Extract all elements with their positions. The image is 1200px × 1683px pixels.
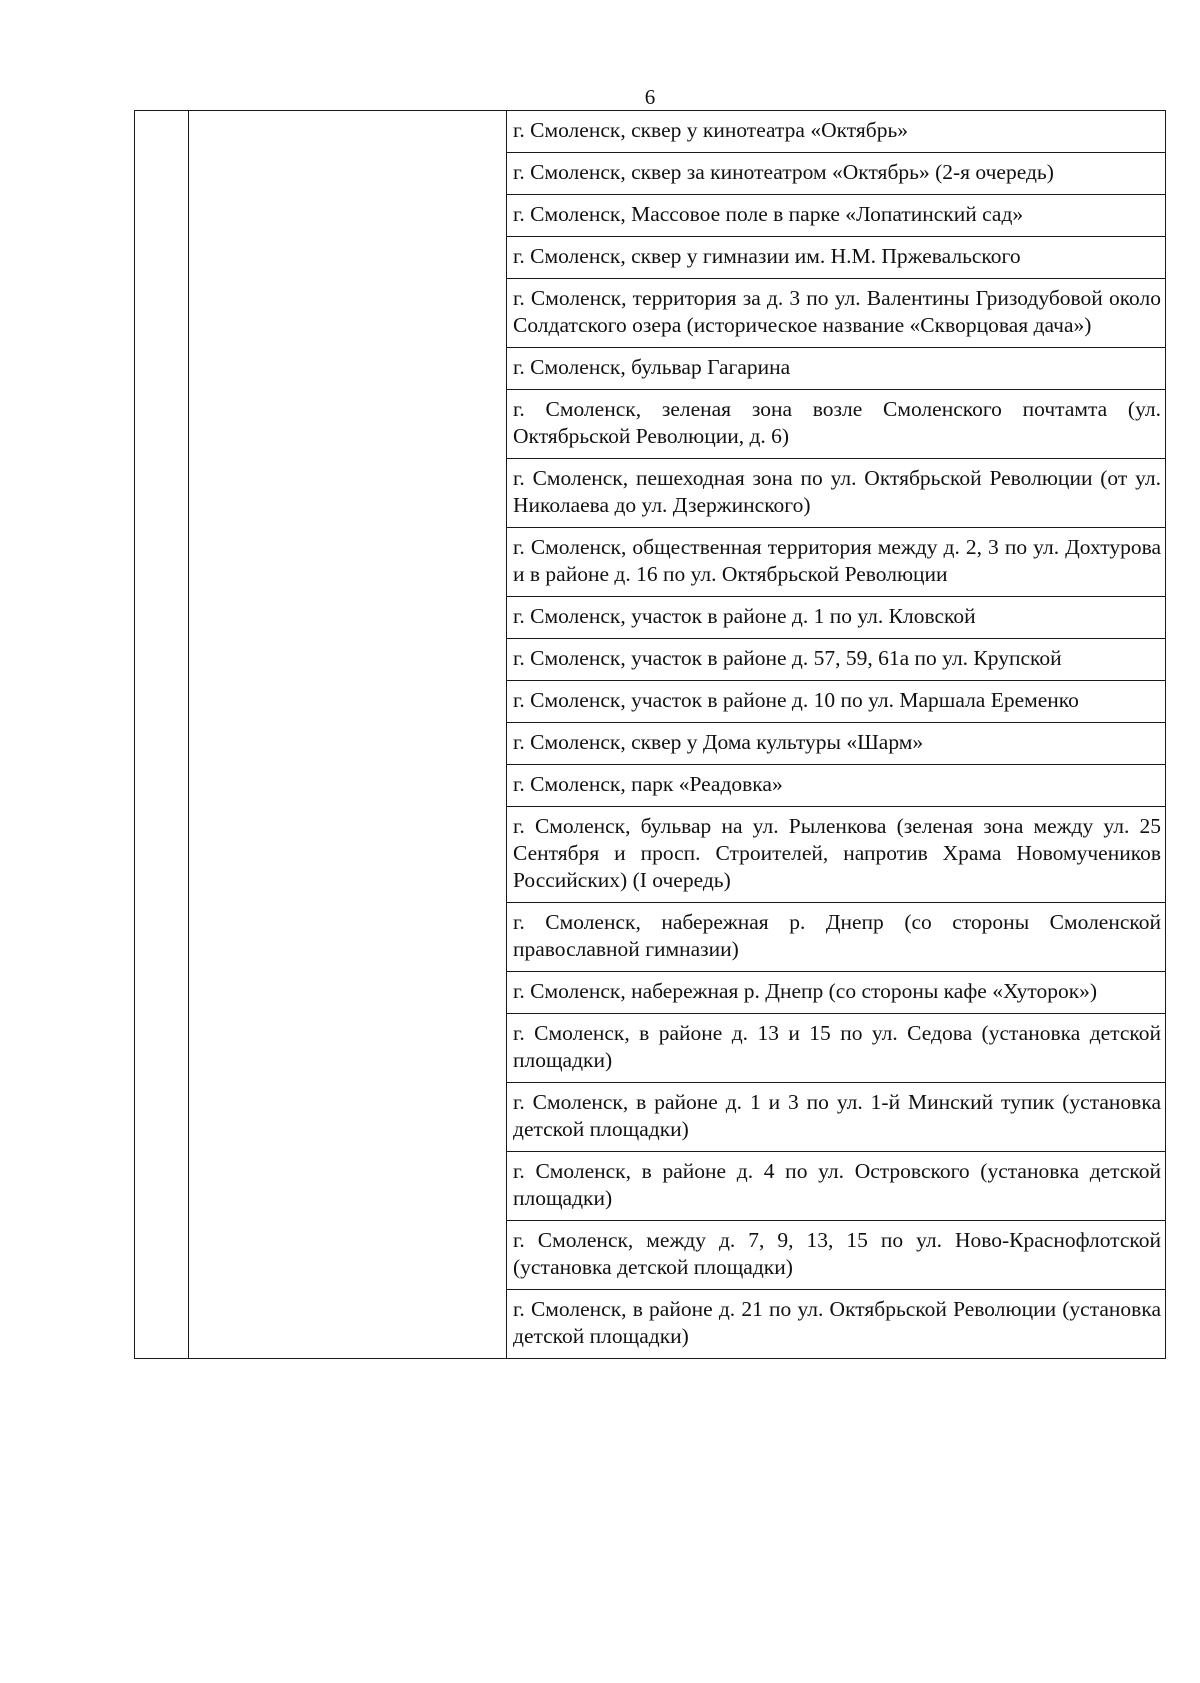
address-cell [507,459,1166,528]
address-text: г. Смоленск, в районе д. 1 и 3 по ул. 1-й Минский тупик (установка детской площадки) [513,1090,1161,1141]
address-text: г. Смоленск, общественная территория между д. 2, 3 по ул. Дохтурова и в районе д. 16 по ул. Октябрьской Революции [513,535,1161,586]
address-cell [507,723,1166,765]
address-cell [507,1221,1166,1290]
address-cell [507,765,1166,807]
address-text: г. Смоленск, в районе д. 13 и 15 по ул. Седова (установка детской площадки) [513,1021,1161,1072]
address-text: г. Смоленск, между д. 7, 9, 13, 15 по ул. Ново-Краснофлотской (установка детской площадки) [513,1228,1161,1279]
address-cell [507,807,1166,903]
addresses-table [134,110,1166,1359]
address-text: г. Смоленск, бульвар на ул. Рыленкова (зеленая зона между ул. 25 Сентября и просп. Строителей, напротив Храма Новомучеников Российских) (I очередь) [513,814,1161,892]
name-cell [189,111,507,1359]
address-text: г. Смоленск, участок в районе д. 57, 59, 61а по ул. Крупской [513,646,1062,670]
address-cell [507,972,1166,1014]
address-cell [507,1083,1166,1152]
address-cell [507,348,1166,390]
address-cell [507,153,1166,195]
address-cell [507,1290,1166,1359]
address-text: г. Смоленск, сквер у Дома культуры «Шарм» [513,730,924,754]
address-text: г. Смоленск, набережная р. Днепр (со стороны Смоленской православной гимназии) [513,910,1161,961]
address-text: г. Смоленск, сквер за кинотеатром «Октябрь» (2-я очередь) [513,160,1054,184]
address-text: г. Смоленск, сквер у гимназии им. Н.М. Пржевальского [513,244,1021,268]
table-row [135,111,1166,153]
address-cell [507,237,1166,279]
number-cell [135,111,189,1359]
address-text: г. Смоленск, в районе д. 21 по ул. Октябрьской Революции (установка детской площадки) [513,1297,1161,1348]
address-text: г. Смоленск, набережная р. Днепр (со стороны кафе «Хуторок») [513,979,1098,1003]
address-cell [507,639,1166,681]
address-text: г. Смоленск, участок в районе д. 1 по ул. Кловской [513,604,976,628]
address-text: г. Смоленск, Массовое поле в парке «Лопатинский сад» [513,202,1024,226]
address-cell [507,528,1166,597]
address-cell [507,111,1166,153]
address-text: г. Смоленск, в районе д. 4 по ул. Островского (установка детской площадки) [513,1159,1161,1210]
page-number: 6 [644,85,656,109]
address-cell [507,279,1166,348]
address-cell [507,903,1166,972]
address-text: г. Смоленск, парк «Реадовка» [513,772,783,796]
address-cell [507,1152,1166,1221]
address-cell [507,1014,1166,1083]
address-text: г. Смоленск, сквер у кинотеатра «Октябрь» [513,118,908,142]
address-text: г. Смоленск, участок в районе д. 10 по ул. Маршала Еременко [513,688,1079,712]
address-cell [507,597,1166,639]
addresses-table-body [135,111,1166,1359]
address-text: г. Смоленск, пешеходная зона по ул. Октябрьской Революции (от ул. Николаева до ул. Дзержинского) [513,466,1161,517]
address-cell [507,390,1166,459]
address-cell [507,681,1166,723]
address-text: г. Смоленск, бульвар Гагарина [513,355,791,379]
address-text: г. Смоленск, территория за д. 3 по ул. Валентины Гризодубовой около Солдатского озера (историческое название «Скворцовая дача») [513,286,1161,337]
address-cell [507,195,1166,237]
address-text: г. Смоленск, зеленая зона возле Смоленского почтамта (ул. Октябрьской Революции, д. 6) [513,397,1161,448]
